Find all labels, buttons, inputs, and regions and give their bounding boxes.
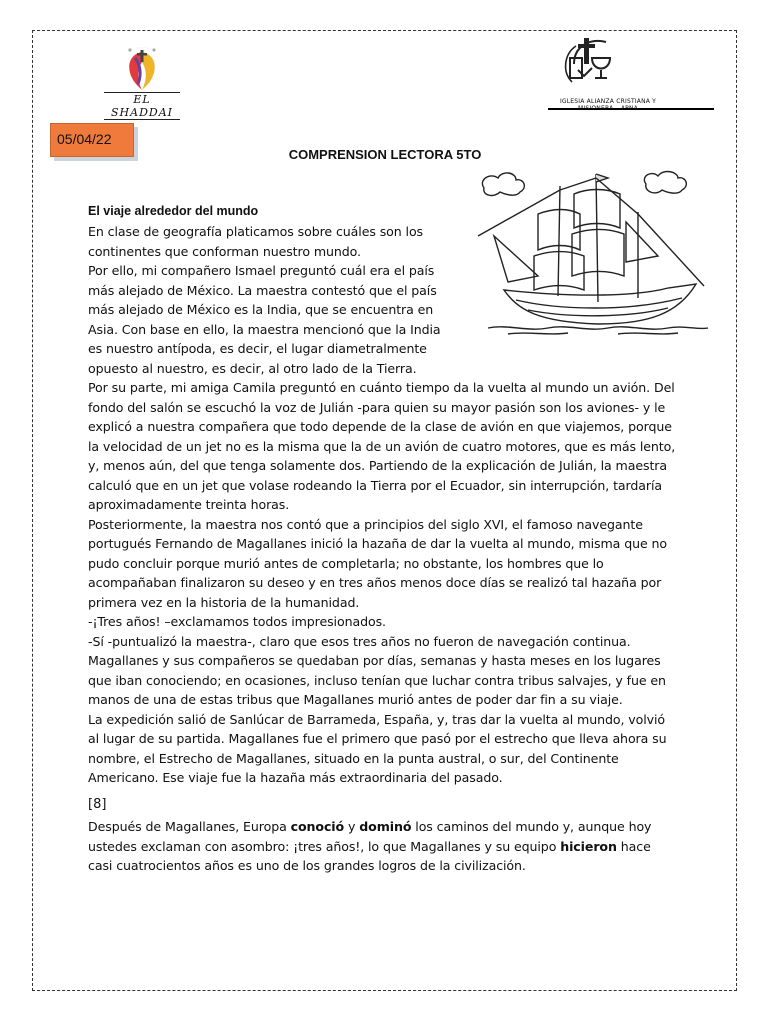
reference-number: [8] — [88, 797, 107, 812]
text-line: portugués Fernando de Magallanes inició la hazaña de dar la vuelta al mundo, misma que no — [88, 536, 668, 551]
text-line: -Sí -puntualizó la maestra-, claro que esos tres años no fueron de navegación continua. — [88, 633, 631, 649]
story-intro — [88, 222, 453, 378]
bold-word: conoció — [290, 819, 345, 834]
story-body — [88, 378, 723, 788]
school-name: EL SHADDAI — [104, 92, 180, 120]
text-line: pudo concluir porque murió antes de completarla; no obstante, los hombres que lo — [88, 555, 604, 571]
text-line: Por su parte, mi amiga Camila preguntó en cuánto tiempo da la vuelta al mundo un avión. Del — [88, 380, 675, 395]
church-emblem-icon — [548, 32, 628, 98]
text-line: es nuestro antípoda, es decir, el lugar diametralmente — [88, 341, 427, 356]
text-line: opuesto al nuestro, es decir, al otro lado de la Tierra. — [88, 360, 417, 376]
bold-word: dominó — [359, 819, 412, 834]
text-line — [88, 817, 723, 837]
text-line: continentes que conforman nuestro mundo. — [88, 243, 361, 259]
text-line: Magallanes y sus compañeros se quedaban por días, semanas y hasta meses en los lugares — [88, 653, 661, 668]
text-line: Por ello, mi compañero Ismael preguntó cuál era el país — [88, 263, 435, 278]
text-line: La expedición salió de Sanlúcar de Barrameda, España, y, tras dar la vuelta al mundo, volvió — [88, 711, 665, 727]
text-line: Posteriormente, la maestra nos contó que a principios del siglo XVI, el famoso navegante — [88, 516, 643, 532]
text-line: Americano. Ese viaje fue la hazaña más extraordinaria del pasado. — [88, 770, 503, 785]
page-title: COMPRENSION LECTORA 5TO — [288, 147, 482, 162]
text-span: y — [344, 819, 360, 834]
text-line: manos de una de estas tribus que Magallanes murió antes de poder dar fin a su viaje. — [88, 692, 623, 707]
story-title: El viaje alrededor del mundo — [88, 204, 259, 218]
text-line: casi cuatrocientos años es uno de los grandes logros de la civilización. — [88, 858, 526, 873]
text-line: calculó que en un jet que volase rodeando la Tierra por el Ecuador, sin interrupción, tardaría — [88, 477, 663, 493]
text-line: Asia. Con base en ello, la maestra mencionó que la India — [88, 321, 441, 337]
text-span: hace — [616, 838, 651, 854]
ship-illustration — [468, 166, 718, 338]
bold-word: hicieron — [560, 838, 617, 854]
header-divider — [548, 108, 714, 110]
text-line: y, menos aún, del que tenga solamente dos. Partiendo de la explicación de Julián, la maestra — [88, 458, 667, 473]
text-line: explicó a nuestra compañera que todo depende de la clase de avión en que viajemos, porque — [88, 419, 672, 434]
school-logo — [102, 44, 182, 119]
svg-text:· · · · · ·: · · · · · · — [136, 45, 148, 49]
church-name: IGLESIA ALIANZA CRISTIANA Y — [559, 98, 657, 105]
text-line: más alejado de México es la India, que se encuentra en — [88, 302, 434, 317]
text-line: nombre, el Estrecho de Magallanes, situado en la punta austral, o sur, del Continente — [88, 750, 619, 766]
text-line: al lugar de su partida. Magallanes fue el primero que pasó por el estrecho que lleva ahora su — [88, 731, 667, 746]
text-line: fondo del salón se escuchó la voz de Julián -para quien su mayor pasión son los aviones- y le — [88, 399, 666, 415]
text-line: la velocidad de un jet no es la misma que la de un avión de cuatro motores, que es más lento, — [88, 438, 676, 454]
text-line — [88, 837, 723, 857]
text-span: Después de Magallanes, Europa — [88, 819, 291, 834]
church-logo — [548, 32, 708, 114]
text-line: En clase de geografía platicamos sobre cuáles son los — [88, 224, 424, 239]
text-line: aproximadamente treinta horas. — [88, 497, 290, 512]
text-line: que iban conociendo; en ocasiones, incluso tenían que luchar contra tribus salvajes, y fue en — [88, 672, 666, 688]
date-badge: 05/04/22 — [50, 123, 134, 157]
text-line: acompañaban finalizaron su deseo y en tres años menos doce días se realizó tal hazaña por — [88, 575, 662, 590]
text-line: -¡Tres años! –exclamamos todos impresionados. — [88, 614, 386, 629]
text-line: más alejado de México. La maestra contestó que el país — [88, 282, 437, 298]
cloud-icon — [482, 173, 524, 196]
text-line: primera vez en la historia de la humanidad. — [88, 594, 360, 610]
cloud-icon — [644, 172, 686, 194]
story-closing — [88, 817, 723, 876]
text-span: ustedes exclaman con asombro: ¡tres años!, lo que Magallanes y su equipo — [88, 838, 561, 854]
school-emblem-icon — [102, 44, 182, 94]
text-span: los caminos del mundo y, aunque hoy — [411, 819, 652, 834]
